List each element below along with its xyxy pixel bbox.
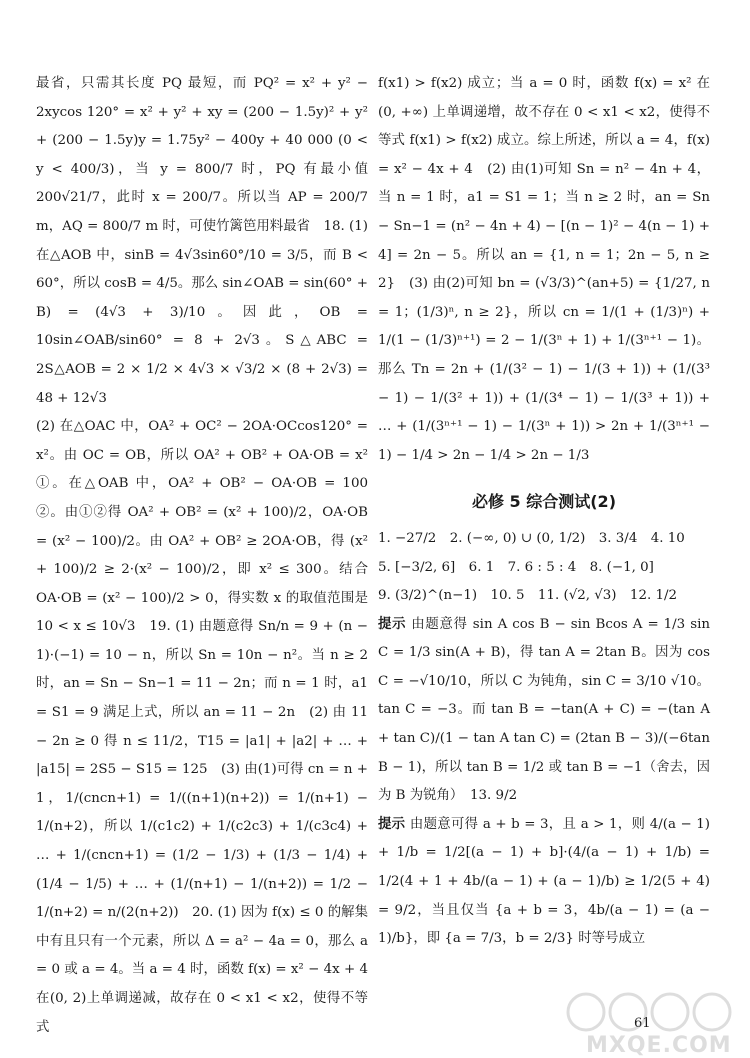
- right-column: [378, 70, 710, 954]
- right-paragraph-top: f(x1) > f(x2) 成立；当 a = 0 时，函数 f(x) = x² 在 (0, +∞) 上单调递增，故不存在 0 < x1 < x2，使得不等式 f(x1) > f(x2) 成立。综上所述，所以 a = 4，f(x) = x² − 4x + 4 (2) 由(1)可知 Sn = n² − 4n + 4，当 n = 1 时，a1 = S1 = 1；当 n ≥ 2 时，an = Sn − Sn−1 = (n² − 4n + 4) − [(n − 1)² − 4(n − 1) + 4] = 2n − 5。所以 an = {1, n = 1；2n − 5, n ≥ 2} (3) 由(2)可知 bn = (√3/3)^(an+5) = {1/27, n = 1；(1/3)ⁿ, n ≥ 2}，所以 cn = 1/(1 + (1/3)ⁿ) + 1/(1 − (1/3)ⁿ⁺¹) = 2 − 1/(3ⁿ + 1) + 1/(3ⁿ⁺¹ − 1)。那么 Tn = 2n + (1/(3² − 1) − 1/(3 + 1)) + (1/(3³ − 1) − 1/(3² + 1)) + (1/(3⁴ − 1) − 1/(3³ + 1)) + … + (1/(3ⁿ⁺¹ − 1) − 1/(3ⁿ + 1)) > 2n + 1/(3ⁿ⁺¹ − 1) − 1/4 > 2n − 1/4 > 2n − 1/3: [378, 76, 710, 463]
- tip-text-1: 由题意得 sin A cos B − sin Bcos A = 1/3 sin C = 1/3 sin(A + B)，得 tan A = 2tan B。因为 cos C = −√10/10，所以 C 为钝角，sin C = 3/10 √10。tan C = −3。而 tan B = −tan(A + C) = −(tan A + tan C)/(1 − tan A tan C) = (2tan B − 3)/(−6tan B − 1)，所以 tan B = 1/2 或 tan B = −1（舍去，因为 B 为锐角） 13. 9/2: [378, 616, 710, 804]
- watermark-text: MXQE.COM: [586, 1033, 732, 1056]
- watermark-circle-4: [694, 994, 730, 1030]
- watermark-logo: [556, 990, 746, 1056]
- page-number: 61: [634, 1016, 651, 1031]
- answer-row-2: 5. [−3/2, 6] 6. 1 7. 6 : 5 : 4 8. (−1, 0]: [378, 559, 654, 575]
- left-paragraph-1: 最省，只需其长度 PQ 最短，而 PQ² = x² + y² − 2xycos 120° = x² + y² + xy = (200 − 1.5y)² + y² + (200 − 1.5y)y = 1.75y² − 400y + 40 000 (0 < y < 400/3)，当 y = 800/7 时，PQ 有最小值 200√21/7，此时 x = 200/7。所以当 AP = 200/7 m，AQ = 800/7 m 时，可使竹篱笆用料最省 18. (1) 在△AOB 中，sinB = 4√3sin60°/10 = 3/5，而 B < 60°，所以 cosB = 4/5。那么 sin∠OAB = sin(60° + B) = (4√3 + 3)/10。因此，OB = 10sin∠OAB/sin60° = 8 + 2√3。S△ABC = 2S△AOB = 2 × 1/2 × 4√3 × √3/2 × (8 + 2√3) = 48 + 12√3: [36, 76, 368, 406]
- answer-row-1: 1. −27/2 2. (−∞, 0) ∪ (0, 1/2) 3. 3/4 4. 10: [378, 530, 685, 546]
- section-title: 必修 5 综合测试(2): [471, 492, 617, 512]
- watermark-circle-1: [568, 994, 604, 1030]
- left-paragraph-2: (2) 在△OAC 中，OA² + OC² − 2OA·OCcos120° = x²。由 OC = OB，所以 OA² + OB² + OA·OB = x² ①。在△OAB 中，OA² + OB² − OA·OB = 100 ②。由①②得 OA² + OB² = (x² + 100)/2，OA·OB = (x² − 100)/2。由 OA² + OB² ≥ 2OA·OB，得 (x² + 100)/2 ≥ 2·(x² − 100)/2，即 x² ≤ 300。结合 OA·OB = (x² − 100)/2 > 0，得实数 x 的取值范围是 10 < x ≤ 10√3 19. (1) 由题意得 Sn/n = 9 + (n − 1)·(−1) = 10 − n，所以 Sn = 10n − n²。当 n ≥ 2 时，an = Sn − Sn−1 = 11 − 2n；而 n = 1 时，a1 = S1 = 9 满足上式，所以 an = 11 − 2n (2) 由 11 − 2n ≥ 0 得 n ≤ 11/2，T15 = |a1| + |a2| + … + |a15| = 2S5 − S15 = 125 (3) 由(1)可得 cn = n + 1，1/(cncn+1) = 1/((n+1)(n+2)) = 1/(n+1) − 1/(n+2)，所以 1/(c1c2) + 1/(c2c3) + 1/(c3c4) + … + 1/(cncn+1) = (1/2 − 1/3) + (1/3 − 1/4) + (1/4 − 1/5) + … + (1/(n+1) − 1/(n+2)) = 1/2 − 1/(n+2) = n/(2(n+2)) 20. (1) 因为 f(x) ≤ 0 的解集中有且只有一个元素，所以 Δ = a² − 4a = 0，那么 a = 0 或 a = 4。当 a = 4 时，函数 f(x) = x² − 4x + 4 在(0, 2)上单调递减，故存在 0 < x1 < x2，使得不等式: [36, 419, 382, 1035]
- tip-paragraph-1: [378, 611, 710, 811]
- watermark-circle-3: [652, 994, 688, 1030]
- answer-row-3: 9. (3/2)^(n−1) 10. 5 11. (√2, √3) 12. 1/2: [378, 588, 678, 604]
- left-column: [36, 70, 382, 1042]
- tip-label: 提示: [378, 616, 407, 632]
- tip-paragraph-2: [378, 811, 710, 954]
- tip-text-2: 由题意可得 a + b = 3，且 a > 1，则 4/(a − 1) + 1/b = 1/2[(a − 1) + b]·(4/(a − 1) + 1/b) = 1/2(4 + 1 + 4b/(a − 1) + (a − 1)/b) ≥ 1/2(5 + 4) = 9/2，当且仅当 {a + b = 3，4b/(a − 1) = (a − 1)/b}，即 {a = 7/3，b = 2/3} 时等号成立: [378, 816, 710, 947]
- tip-label: 提示: [378, 816, 406, 832]
